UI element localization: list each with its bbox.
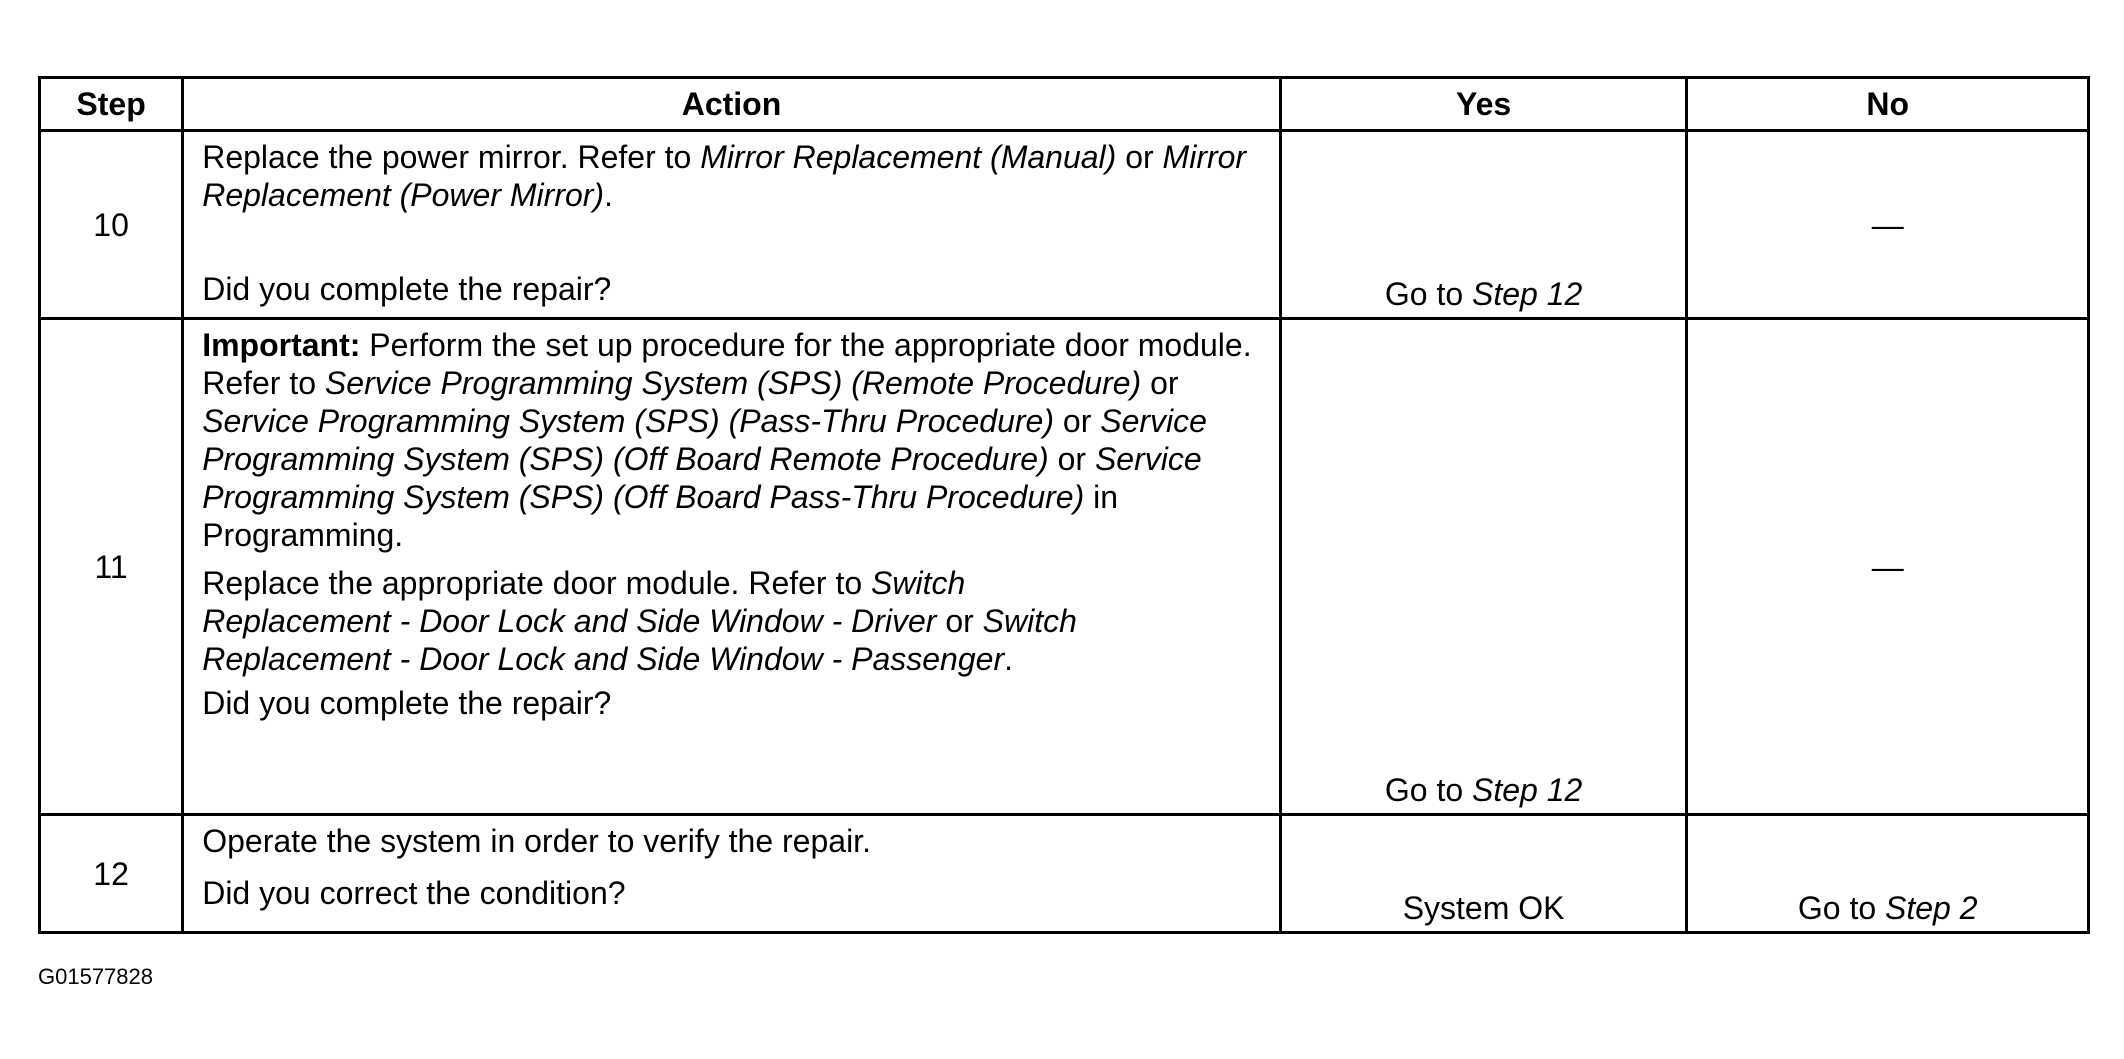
action-text: Replace the power mirror. Refer to <box>202 139 701 175</box>
figure-id: G01577828 <box>38 964 153 989</box>
action-question: Did you correct the condition? <box>202 875 626 911</box>
action-text: . <box>1004 641 1013 677</box>
yes-cell <box>1280 319 1687 815</box>
header-yes: Yes <box>1280 78 1687 131</box>
reference-link[interactable]: Switch Replacement - Door Lock and Side Window - Passenger <box>202 603 1077 677</box>
action-text: or <box>1116 139 1163 175</box>
yes-answer <box>1282 771 1686 809</box>
header-no: No <box>1687 78 2089 131</box>
action-text: or <box>1141 365 1179 401</box>
action-question: Did you complete the repair? <box>202 271 612 307</box>
header-action: Action <box>183 78 1281 131</box>
no-cell <box>1687 815 2089 933</box>
yes-answer <box>1282 275 1686 313</box>
action-instruction <box>202 138 1265 214</box>
action-text: or <box>1048 441 1095 477</box>
answer-text: Go to <box>1384 276 1473 312</box>
action-instruction <box>202 564 1102 678</box>
reference-link[interactable]: Switch Replacement - Door Lock and Side Window - Driver <box>202 565 966 639</box>
step-number: 12 <box>40 815 183 933</box>
reference-link[interactable]: Service Programming System (SPS) (Pass-Thru Procedure) <box>202 403 1054 439</box>
yes-cell <box>1280 815 1687 933</box>
no-answer-dash: — <box>1871 548 1904 585</box>
header-row <box>40 78 2089 131</box>
action-text: or <box>1054 403 1101 439</box>
yes-answer: System OK <box>1402 890 1565 926</box>
answer-text: Go to <box>1384 772 1473 808</box>
no-answer <box>1688 889 2087 927</box>
no-cell <box>1687 131 2089 319</box>
step-link[interactable]: Step 12 <box>1472 772 1583 808</box>
reference-link[interactable]: Service Programming System (SPS) (Off Board Pass-Thru Procedure) <box>202 441 1202 515</box>
action-cell <box>183 319 1281 815</box>
action-cell <box>183 131 1281 319</box>
no-cell <box>1687 319 2089 815</box>
action-cell <box>183 815 1281 933</box>
action-text: . <box>604 177 613 213</box>
table-row-step-10 <box>40 131 2089 319</box>
action-text: Replace the appropriate door module. Refer to <box>202 565 872 601</box>
action-text: or <box>936 603 983 639</box>
reference-link[interactable]: Mirror Replacement (Power Mirror) <box>202 139 1247 213</box>
step-number: 11 <box>40 319 183 815</box>
action-instruction: Operate the system in order to verify the repair. <box>202 823 871 859</box>
action-question: Did you complete the repair? <box>202 685 612 721</box>
no-answer-dash: — <box>1871 206 1904 243</box>
step-link[interactable]: Step 12 <box>1472 276 1583 312</box>
yes-cell <box>1280 131 1687 319</box>
reference-link[interactable]: Service Programming System (SPS) (Remote Procedure) <box>324 365 1142 401</box>
step-link[interactable]: Step 2 <box>1885 890 1978 926</box>
reference-link[interactable]: Mirror Replacement (Manual) <box>700 139 1117 175</box>
important-label: Important: <box>202 327 361 363</box>
header-step: Step <box>40 78 183 131</box>
important-note <box>202 326 1262 554</box>
table-row-step-12 <box>40 815 2089 933</box>
reference-link[interactable]: Service Programming System (SPS) (Off Board Remote Procedure) <box>202 403 1207 477</box>
answer-text: Go to <box>1797 890 1886 926</box>
step-number: 10 <box>40 131 183 319</box>
action-text: Perform the set up procedure for the appropriate door module. Refer to <box>202 327 1252 401</box>
action-text: in Programming. <box>202 479 1119 553</box>
diagnostic-table <box>38 76 2090 934</box>
table-row-step-11 <box>40 319 2089 815</box>
